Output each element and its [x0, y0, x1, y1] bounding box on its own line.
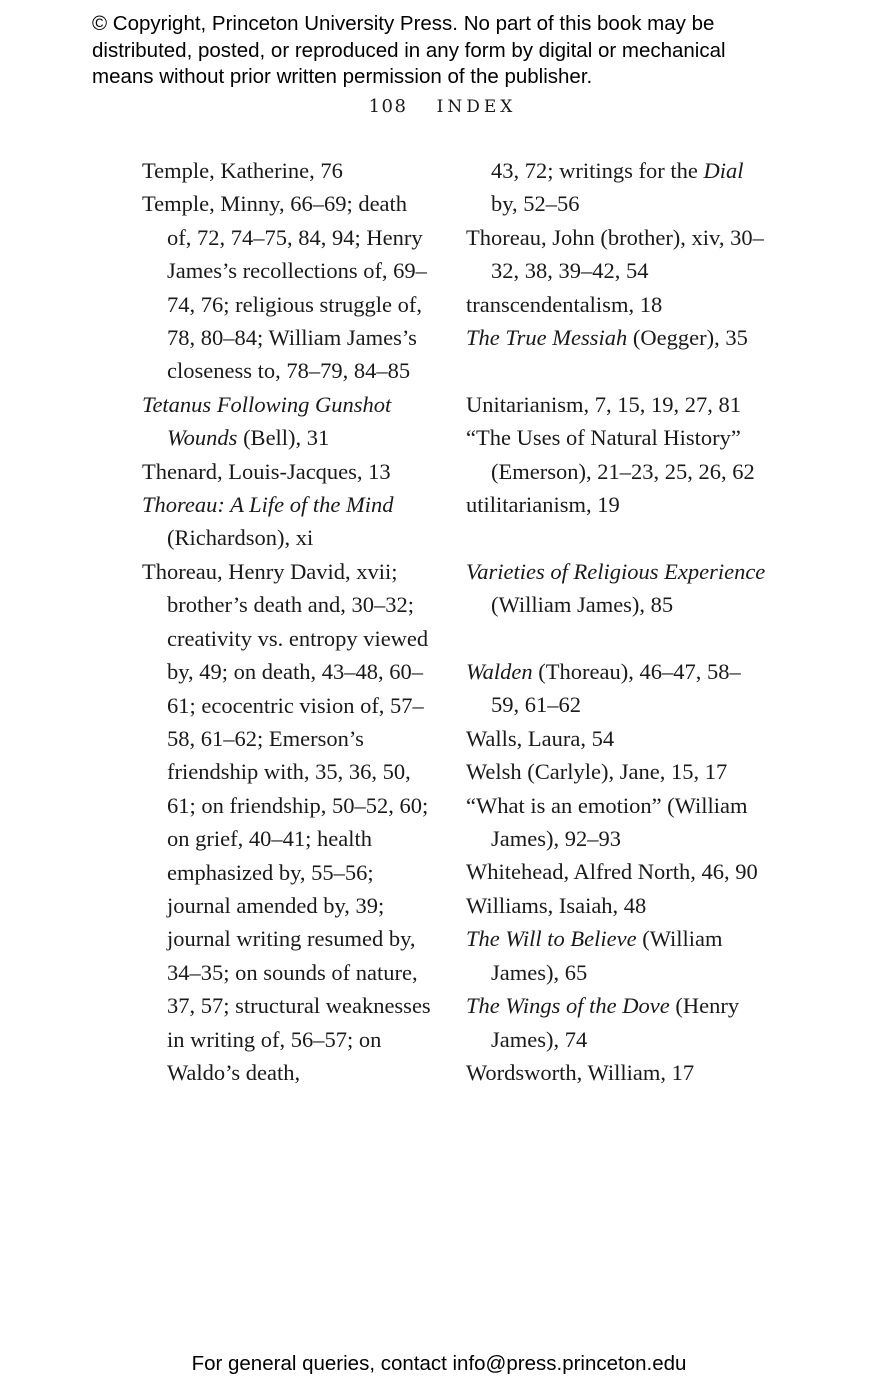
index-entry: The Wings of the Dove (Henry James), 74 [466, 993, 740, 1052]
index-entry: Wordsworth, William, 17 [466, 1059, 695, 1085]
index-entry: Temple, Katherine, 76 [142, 158, 343, 183]
copyright-line-1: © Copyright, Princeton University Press. No part of this book may be [92, 12, 715, 35]
index-entry: Thoreau, Henry David, xvii; brother’s death and, 30–32; creativity vs. entropy viewed by, 49; on death, 43–48, 60–61; ecocentric vision of, 57–58, 61–62; Emerson’s friendship with, 35, 36, 50, 61; on friendship, 50–52, 60; on grief, 40–41; health emphasized by, 55–56; journal amended by, 39; journal writing resumed by, 34–35; on sounds of nature, 37, 57; structural weaknesses in writing of, 56–57; on Waldo’s death, [142, 558, 431, 1085]
index-column-left [142, 154, 432, 1089]
index-entry: transcendentalism, 18 [466, 291, 663, 317]
section-title: INDEX [436, 97, 517, 117]
index-entry: utilitarianism, 19 [466, 492, 620, 518]
index-entry-continuation: 43, 72; writings for the Dial by, 52–56 [491, 158, 744, 217]
index-entry: Whitehead, Alfred North, 46, 90 [466, 859, 758, 885]
index-entry: Temple, Minny, 66–69; death of, 72, 74–75, 84, 94; Henry James’s recollections of, 69–74, 76; religious struggle of, 78, 80–84; William James’s closeness to, 78–79, 84–85 [142, 191, 427, 384]
index-entry: Thoreau: A Life of the Mind (Richardson), xi [142, 492, 394, 551]
index-entry: The Will to Believe (William James), 65 [466, 926, 723, 985]
index-entry: The True Messiah (Oegger), 35 [466, 325, 748, 351]
index-entry: “The Uses of Natural History” (Emerson), 21–23, 25, 26, 62 [466, 425, 755, 484]
copyright-notice [92, 11, 812, 91]
copyright-line-3: means without prior written permission of the publisher. [92, 65, 593, 88]
index-entry: “What is an emotion” (William James), 92–93 [466, 792, 748, 852]
running-head [0, 96, 875, 117]
index-entry: Williams, Isaiah, 48 [466, 892, 647, 918]
index-column-right [466, 154, 766, 1089]
index-entry: Welsh (Carlyle), Jane, 15, 17 [466, 759, 728, 785]
index-entry: Varieties of Religious Experience (William James), 85 [466, 558, 766, 618]
index-entry: Walls, Laura, 54 [466, 725, 615, 751]
index-entry: Tetanus Following Gunshot Wounds (Bell), 31 [142, 391, 392, 451]
page-number: 108 [368, 96, 408, 117]
index-entry: Unitarianism, 7, 15, 19, 27, 81 [466, 391, 741, 417]
contact-footer: For general queries, contact info@press.princeton.edu [191, 1352, 687, 1375]
index-entry: Thenard, Louis-Jacques, 13 [142, 458, 391, 484]
copyright-line-2: distributed, posted, or reproduced in any form by digital or mechanical [92, 38, 726, 62]
index-entry: Thoreau, John (brother), xiv, 30–32, 38, 39–42, 54 [466, 224, 764, 284]
index-entry: Walden (Thoreau), 46–47, 58–59, 61–62 [466, 659, 741, 718]
